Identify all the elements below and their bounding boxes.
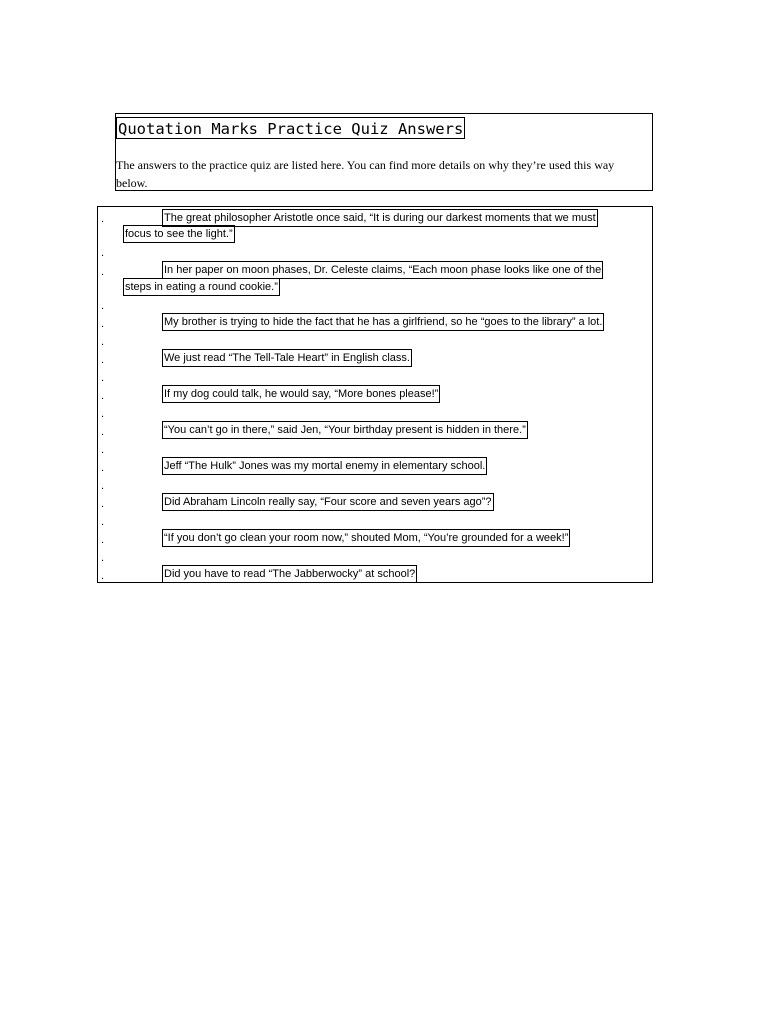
bullet-dot: . [101, 300, 105, 312]
bullet-dot: . [101, 534, 105, 546]
bullet-dot: . [101, 480, 105, 492]
answer-item-7: Jeff “The Hulk” Jones was my mortal enemy in elementary school. [162, 457, 487, 475]
bullet-dot: . [101, 354, 105, 366]
answer-item-2-line-2: steps in eating a round cookie.” [123, 278, 280, 296]
bullet-dot: . [101, 266, 105, 278]
page-title: Quotation Marks Practice Quiz Answers [116, 117, 465, 139]
answer-item-3: My brother is trying to hide the fact that he has a girlfriend, so he “goes to the library” a lot. [162, 313, 604, 331]
bullet-dot: . [101, 426, 105, 438]
answer-item-2-line-1: In her paper on moon phases, Dr. Celeste claims, “Each moon phase looks like one of the [162, 261, 603, 279]
answer-item-6: “You can’t go in there,” said Jen, “Your birthday present is hidden in there.” [162, 421, 528, 439]
bullet-dot: . [101, 372, 105, 384]
answer-item-1-line-1: The great philosopher Aristotle once said, “It is during our darkest moments that we must [162, 209, 598, 227]
bullet-dot: . [101, 336, 105, 348]
header-box [115, 113, 653, 191]
bullet-dot: . [101, 498, 105, 510]
bullet-dot: . [101, 462, 105, 474]
answer-item-10: Did you have to read “The Jabberwocky” at school? [162, 565, 417, 583]
bullet-dot: . [101, 247, 105, 259]
intro-paragraph: The answers to the practice quiz are listed here. You can find more details on why they’re used this way below. [116, 158, 615, 190]
bullet-dot: . [101, 318, 105, 330]
bullet-dot: . [101, 444, 105, 456]
bullet-dot: . [101, 213, 105, 225]
answer-item-1-line-2: focus to see the light.” [123, 225, 235, 243]
bullet-dot: . [101, 408, 105, 420]
bullet-dot: . [101, 390, 105, 402]
answer-item-4: We just read “The Tell-Tale Heart” in English class. [162, 349, 412, 367]
answer-list [97, 206, 653, 583]
answer-item-9: “If you don’t go clean your room now,” shouted Mom, “You’re grounded for a week!” [162, 529, 570, 547]
bullet-dot: . [101, 570, 105, 582]
bullet-dot: . [101, 516, 105, 528]
bullet-dot: . [101, 552, 105, 564]
answer-item-5: If my dog could talk, he would say, “More bones please!” [162, 385, 440, 403]
answer-item-8: Did Abraham Lincoln really say, “Four score and seven years ago”? [162, 493, 494, 511]
